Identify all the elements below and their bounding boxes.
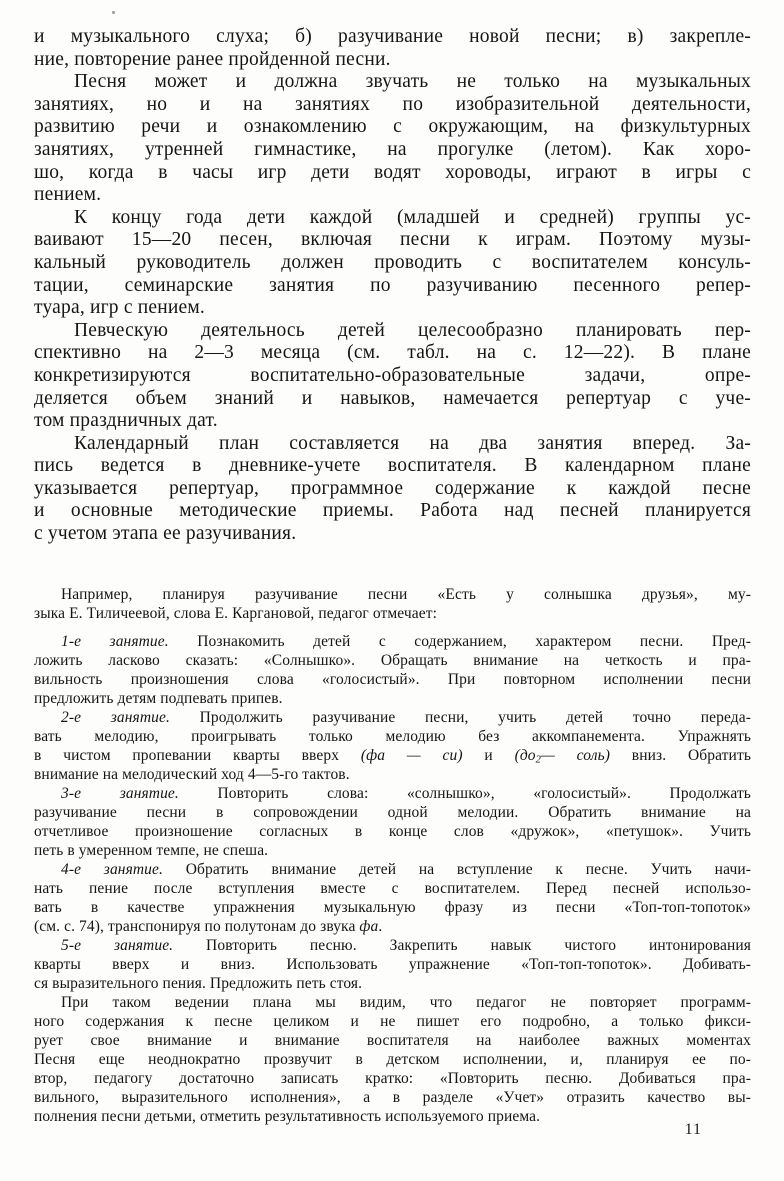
text-line <box>34 49 751 72</box>
text-line <box>34 746 751 765</box>
text-line <box>34 784 751 803</box>
text-line <box>34 841 751 860</box>
text-line <box>34 365 751 388</box>
text-line <box>34 803 751 822</box>
text-segment: 2 <box>535 754 541 766</box>
paragraph <box>34 71 751 207</box>
text-segment: рует свое внимание и внимание воспитателя на наиболее важных моментах <box>34 1031 751 1049</box>
text-segment: 3-е занятие. <box>61 784 179 802</box>
text-segment: (см. с. 74), транспонируя по полутонам до звука <box>34 917 360 935</box>
text-segment: и музыкального слуха; б) разучивание новой песни; в) закрепле- <box>34 26 751 47</box>
text-segment: указывается репертуар, программное содержание к каждой песне <box>34 477 751 499</box>
text-segment: . <box>378 917 383 935</box>
text-segment: кварты вверх и вниз. Использовать упражнение «Топ-топ-топоток». Добивать- <box>34 955 751 973</box>
text-line <box>34 917 751 936</box>
text-line <box>34 860 751 879</box>
text-segment: вильного, выразительного исполнения», а в разделе «Учет» отразить качество вы- <box>34 1088 751 1106</box>
text-line <box>34 162 751 185</box>
text-segment: Продолжить разучивание песни, учить детей точно переда- <box>169 708 751 726</box>
text-segment: вильность произношения слова «голосистый». При повторном исполнении песни <box>34 670 751 688</box>
text-line <box>34 727 751 746</box>
text-line <box>34 632 751 651</box>
text-segment: Обратить внимание детей на вступление к песне. Учить начи- <box>163 860 751 878</box>
text-line <box>34 297 751 320</box>
paragraph <box>34 936 751 993</box>
paragraph <box>34 860 751 936</box>
page-number: 11 <box>684 1121 702 1138</box>
text-segment: вать в качестве упражнения музыкальную фразу из песни «Топ-топ-топоток» <box>34 898 751 916</box>
text-segment: в чистом пропевании кварты вверх <box>34 746 361 764</box>
text-segment: спективно на 2—3 месяца (см. табл. на с. 12—22). В плане <box>34 342 751 364</box>
text-line <box>34 604 751 623</box>
text-segment: ложить ласково сказать: «Солнышко». Обращать внимание на четкость и пра- <box>34 651 751 669</box>
text-body <box>34 26 751 1126</box>
text-line <box>34 936 751 955</box>
text-line <box>34 765 751 784</box>
paragraph <box>34 784 751 860</box>
text-segment: зыка Е. Тиличеевой, слова Е. Каргановой, педагог отмечает: <box>34 604 438 622</box>
text-segment: тации, семинарские занятия по разучиванию песенного репер- <box>34 274 751 296</box>
text-segment: При таком ведении плана мы видим, что педагог не повторяет программ- <box>61 993 751 1011</box>
text-segment: внимание на мелодический ход 4—5-го тактов. <box>34 765 350 783</box>
text-segment: пись ведется в дневнике-учете воспитателя. В календарном плане <box>34 455 751 477</box>
text-segment: занятиях, но и на занятиях по изобразительной деятельности, <box>34 93 751 115</box>
text-segment: вниз. Обратить <box>610 746 751 764</box>
text-line <box>34 410 751 433</box>
text-segment: Календарный план составляется на два занятия вперед. За- <box>74 432 751 454</box>
paragraph <box>34 320 751 433</box>
text-line <box>34 388 751 411</box>
section-example-block <box>34 585 751 1126</box>
text-segment: занятиях, утренней гимнастике, на прогулке (летом). Как хоро- <box>34 138 751 160</box>
text-segment: отчетливое произношение согласных в конце слов «дружок», «петушок». Учить <box>34 822 751 840</box>
paragraph <box>34 708 751 784</box>
text-segment: петь в умеренном темпе, не спеша. <box>34 841 269 859</box>
text-line <box>34 708 751 727</box>
text-line <box>34 1088 751 1107</box>
paragraph <box>34 207 751 320</box>
text-segment: Например, планируя разучивание песни «Есть у солнышка друзья», му- <box>61 585 751 603</box>
text-line <box>34 139 751 162</box>
text-segment: К концу года дети каждой (младшей и средней) группы ус- <box>74 206 751 228</box>
text-segment: Песня еще неоднократно прозвучит в детском исполнении, и, планируя ее по- <box>34 1050 751 1068</box>
paragraph <box>34 632 751 708</box>
text-line <box>34 252 751 275</box>
text-segment: том праздничных дат. <box>34 410 218 432</box>
text-segment: Песня может и должна звучать не только на музыкальных <box>74 71 751 93</box>
text-line <box>34 1050 751 1069</box>
text-line <box>34 1031 751 1050</box>
text-line <box>34 585 751 604</box>
text-segment: 4-е занятие. <box>61 860 163 878</box>
text-line <box>34 26 751 49</box>
paragraph <box>34 433 751 546</box>
text-segment: нать пение после вступления вместе с воспитателем. Перед песней использо- <box>34 879 751 897</box>
text-line <box>34 974 751 993</box>
text-segment: 2-е занятие. <box>61 708 170 726</box>
text-segment: ваивают 15—20 песен, включая песни к играм. Поэтому музы- <box>34 229 751 251</box>
text-segment: конкретизируются воспитательно-образовательные задачи, опре- <box>34 364 751 386</box>
text-segment: (до <box>514 746 536 764</box>
text-segment: и основные методические приемы. Работа над песней планируется <box>34 500 751 522</box>
text-segment: развитию речи и ознакомлению с окружающим, на физкультурных <box>34 116 751 138</box>
text-line <box>34 229 751 252</box>
text-segment: разучивание песни в сопровождении одной мелодии. Обратить внимание на <box>34 803 751 821</box>
text-line <box>34 94 751 117</box>
text-segment: пением. <box>34 184 102 206</box>
text-line <box>34 670 751 689</box>
text-line <box>34 651 751 670</box>
text-segment: 1-е занятие. <box>61 632 169 650</box>
text-line <box>34 1107 751 1126</box>
text-segment: 5-е занятие. <box>61 936 174 954</box>
text-line <box>34 1012 751 1031</box>
text-segment: ного содержания к песне целиком и не пишет его подробно, а только фикси- <box>34 1012 751 1030</box>
scan-speck <box>112 11 115 14</box>
text-segment: и <box>462 746 515 764</box>
text-line <box>34 275 751 298</box>
text-line <box>34 207 751 230</box>
text-line <box>34 879 751 898</box>
text-line <box>34 523 751 546</box>
text-segment: Повторить слова: «солнышко», «голосистый». Продолжать <box>178 784 751 802</box>
text-segment: (фа — си) <box>360 746 463 764</box>
text-segment: ние, повторение ранее пройденной песни. <box>34 48 391 70</box>
text-segment: — соль) <box>541 746 610 764</box>
text-segment: туара, игр с пением. <box>34 297 205 319</box>
text-segment: шо, когда в часы игр дети водят хороводы, играют в игры с <box>34 161 751 183</box>
text-line <box>34 500 751 523</box>
text-line <box>34 320 751 343</box>
text-segment: кальный руководитель должен проводить с воспитателем консуль- <box>34 251 751 273</box>
text-segment: полнения песни детьми, отметить результативность используемого приема. <box>34 1107 541 1125</box>
text-line <box>34 433 751 456</box>
text-segment: вать мелодию, проигрывать только мелодию без аккомпанемента. Упражнять <box>34 727 751 745</box>
text-line <box>34 993 751 1012</box>
paragraph <box>34 993 751 1126</box>
text-line <box>34 184 751 207</box>
text-segment: фа <box>359 917 379 935</box>
text-line <box>34 455 751 478</box>
text-line <box>34 898 751 917</box>
text-segment: Певческую деятельнось детей целесообразно планировать пер- <box>74 319 751 341</box>
text-line <box>34 689 751 708</box>
text-line <box>34 822 751 841</box>
text-line <box>34 116 751 139</box>
text-segment: втор, педагогу достаточно записать кратко: «Повторить песню. Добиваться пра- <box>34 1069 751 1087</box>
text-line <box>34 1069 751 1088</box>
text-line <box>34 342 751 365</box>
text-segment: предложить детям подпевать припев. <box>34 689 283 707</box>
text-segment: ся выразительного пения. Предложить петь стоя. <box>34 974 363 992</box>
text-line <box>34 478 751 501</box>
text-segment: деляется объем знаний и навыков, намечается репертуар с уче- <box>34 387 751 409</box>
text-segment: Познакомить детей с содержанием, характером песни. Пред- <box>168 632 751 650</box>
text-segment: с учетом этапа ее разучивания. <box>34 523 297 545</box>
text-line <box>34 71 751 94</box>
text-segment: Повторить песню. Закрепить навык чистого интонирования <box>173 936 752 954</box>
text-line <box>34 955 751 974</box>
section-main-text <box>34 26 751 546</box>
paragraph <box>34 585 751 623</box>
paragraph <box>34 26 751 71</box>
